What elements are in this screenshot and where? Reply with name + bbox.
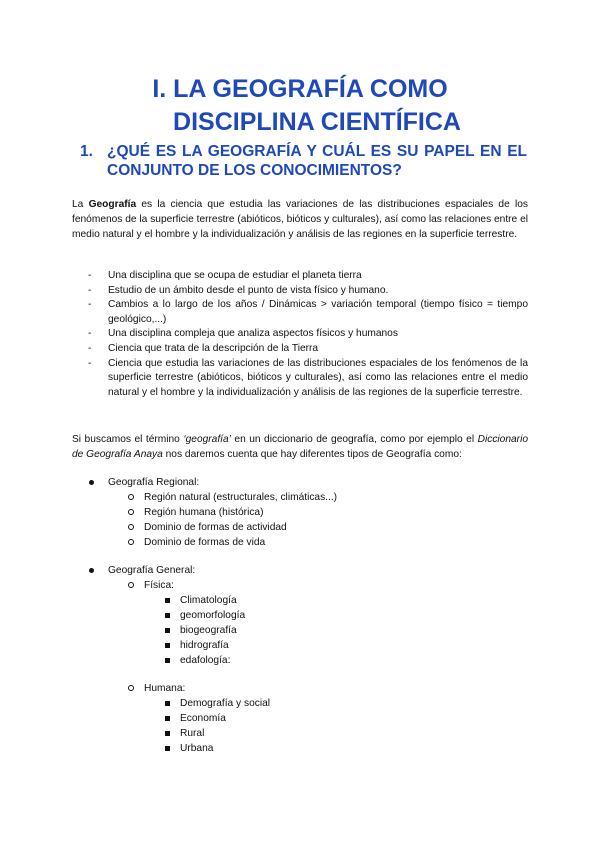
human-outline	[72, 681, 528, 756]
outline-level3-item: Climatología	[72, 593, 528, 608]
square-bullet	[165, 731, 170, 736]
intro-paragraph	[72, 197, 528, 242]
dash-bullet: -	[88, 270, 92, 281]
definition-item: - Cambios a lo largo de los años / Dinámicas > variación temporal (tiempo físico = tiempo geológico,...)	[88, 299, 528, 325]
filled-circle-bullet	[89, 480, 94, 485]
square-bullet	[165, 643, 170, 648]
outline-level3-item: Urbana	[72, 741, 528, 756]
definition-item: - Ciencia que estudia las variaciones de las distribuciones espaciales de los fenómenos de la superficie terrestre (abióticos, bióticos y culturales), así como las relaciones entre el medio natural y el hombre y la individualización y análisis de las regiones de la superficie terrestre.	[88, 357, 528, 398]
outline-level2-item: Dominio de formas de vida	[72, 535, 528, 550]
outline-level3-item: geomorfología	[72, 608, 528, 623]
outline-level1-item: Geografía General:	[72, 563, 528, 578]
section-heading-text: ¿QUÉ ES LA GEOGRAFÍA Y CUÁL ES SU PAPEL EN EL CONJUNTO DE LOS CONOCIMIENTOS?	[107, 143, 527, 179]
hollow-circle-bullet	[128, 685, 134, 691]
book-title: Diccionario de Geografía Anaya	[72, 434, 528, 460]
square-bullet	[165, 598, 170, 603]
hollow-circle-bullet	[128, 509, 134, 515]
outline-level2-item: Física:	[72, 578, 528, 593]
definition-item: - Estudio de un ámbito desde el punto de vista físico y humano.	[72, 284, 528, 299]
search-term: ‘geografía’	[183, 434, 231, 445]
definition-item: - Una disciplina que se ocupa de estudiar el planeta tierra	[72, 269, 528, 284]
intro-rest: es la ciencia que estudia las variaciones de las distribuciones espaciales de los fenómenos de la superficie terrestre (abióticos, bióticos y culturales), así como las relaciones entre el medio natural y el hombre y la individualización y análisis de las regiones en la superficie terrestre.	[72, 199, 528, 240]
square-bullet	[165, 658, 170, 663]
hollow-circle-bullet	[128, 524, 134, 530]
outline-level2-item: Dominio de formas de actividad	[72, 520, 528, 535]
dash-bullet: -	[88, 299, 92, 311]
square-bullet	[165, 613, 170, 618]
section-number: 1.	[80, 143, 93, 160]
dash-bullet: -	[88, 284, 92, 296]
outline-level3-item: hidrografía	[72, 638, 528, 653]
intro-term: Geografía	[88, 199, 137, 210]
outline-level2-item: Región natural (estructurales, climáticas...)	[72, 490, 528, 505]
definition-item: - Ciencia que trata de la descripción de la Tierra	[72, 342, 528, 357]
outline-level3-item: Economía	[72, 711, 528, 726]
outline-level3-item: biogeografía	[72, 623, 528, 638]
outline-level1-item: Geografía Regional:	[72, 475, 528, 490]
dash-bullet: -	[88, 328, 92, 340]
dash-bullet: -	[88, 357, 92, 369]
outline-level2-item: Humana:	[72, 681, 528, 696]
chapter-title-line-1: I. LA GEOGRAFÍA COMO	[152, 75, 448, 103]
filled-circle-bullet	[89, 568, 94, 573]
chapter-title-line-2: DISCIPLINA CIENTÍFICA	[173, 108, 461, 136]
hollow-circle-bullet	[128, 582, 134, 588]
square-bullet	[165, 746, 170, 751]
hollow-circle-bullet	[128, 494, 134, 500]
definition-item: - Una disciplina compleja que analiza aspectos físicos y humanos	[72, 327, 528, 342]
general-outline	[72, 563, 528, 668]
dash-bullet: -	[88, 342, 92, 354]
definitions-list	[72, 269, 528, 400]
outline-level3-item: Demografía y social	[72, 696, 528, 711]
outline-level3-item: edafología:	[72, 653, 528, 668]
dictionary-paragraph: Si buscamos el término ‘geografía’ en un diccionario de geografía, como por ejemplo el Diccionario de Geografía Anaya nos daremos cuenta que hay diferentes tipos de Geografía como:	[72, 434, 528, 460]
regional-outline	[72, 475, 528, 550]
intro-lead: La	[72, 199, 89, 210]
outline-level2-item: Región humana (histórica)	[72, 505, 528, 520]
hollow-circle-bullet	[128, 539, 134, 545]
square-bullet	[165, 716, 170, 721]
square-bullet	[165, 701, 170, 706]
outline-level3-item: Rural	[72, 726, 528, 741]
square-bullet	[165, 628, 170, 633]
